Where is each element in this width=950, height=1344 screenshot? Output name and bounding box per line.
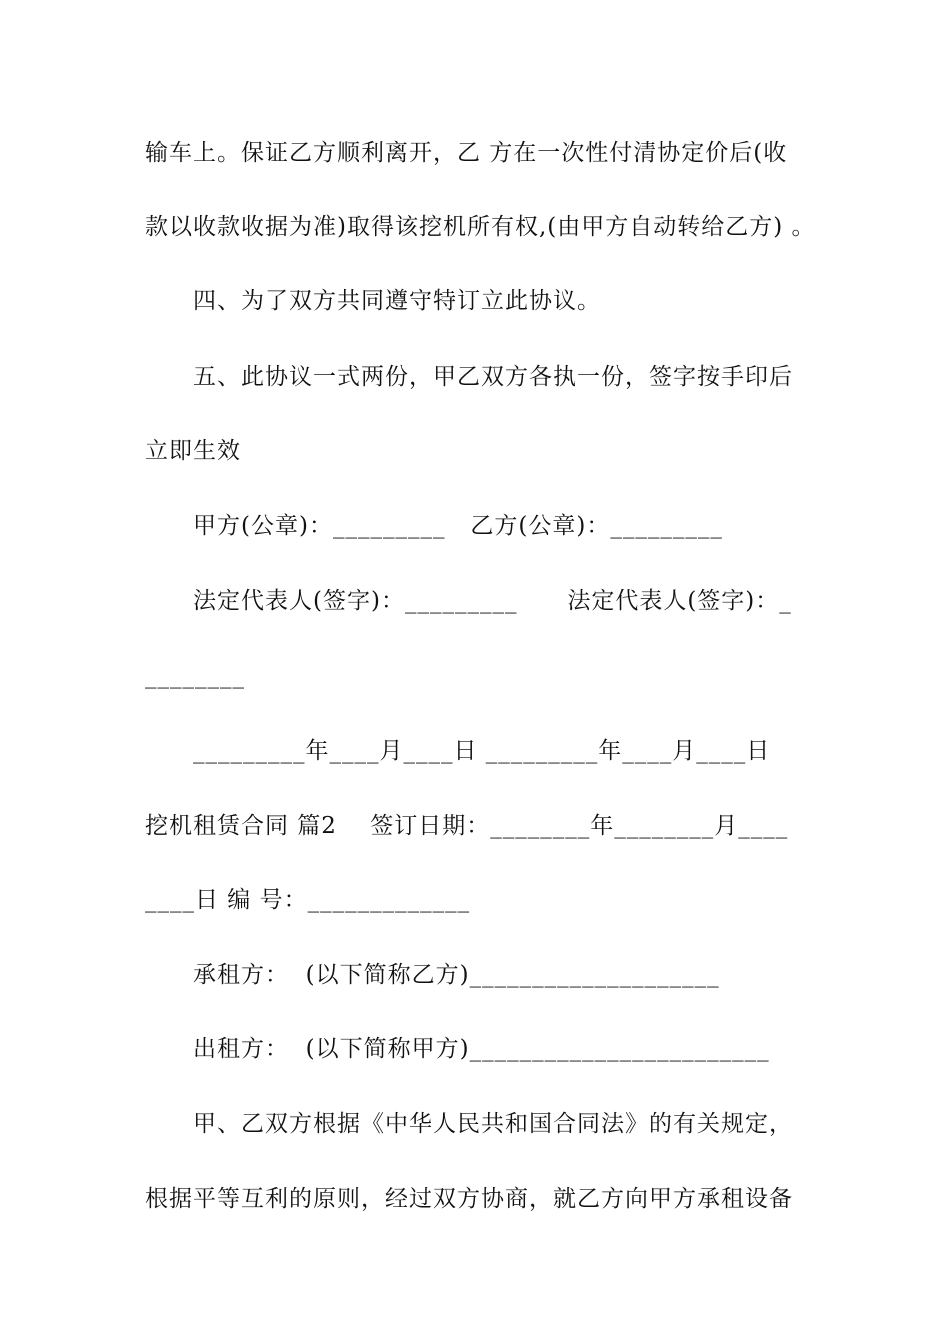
paragraph-line: 立即生效 <box>145 438 241 464</box>
clause-five: 五、此协议一式两份，甲乙双方各执一份，签字按手印后 <box>193 364 793 390</box>
paragraph-line: 输车上。保证乙方顺利离开，乙 方在一次性付清协定价后(收 <box>145 140 788 166</box>
lessor-line: 出租方： (以下简称甲方)________________________ <box>193 1036 770 1062</box>
date-line: _________年____月____日 _________年____月____日 <box>193 738 771 764</box>
signature-blank: ________ <box>145 663 245 689</box>
legal-rep-signature-line: 法定代表人(签字)：_________ 法定代表人(签字)：_ <box>193 588 792 614</box>
paragraph-line: 根据平等互利的原则，经过双方协商，就乙方向甲方承租设备 <box>145 1186 793 1212</box>
contract-number-line: ____日 编 号：_____________ <box>145 887 471 913</box>
paragraph-line: 款以收款收据为准)取得该挖机所有权,(由甲方自动转给乙方) 。 <box>145 214 816 240</box>
paragraph-line: 甲、乙双方根据《中华人民共和国合同法》的有关规定， <box>193 1111 793 1137</box>
party-seal-line: 甲方(公章)：_________ 乙方(公章)：_________ <box>193 513 723 539</box>
contract-title-line: 挖机租赁合同 篇2 签订日期：________年________月____ <box>145 813 789 839</box>
clause-four: 四、为了双方共同遵守特订立此协议。 <box>193 288 601 314</box>
lessee-line: 承租方： (以下简称乙方)____________________ <box>193 962 720 988</box>
